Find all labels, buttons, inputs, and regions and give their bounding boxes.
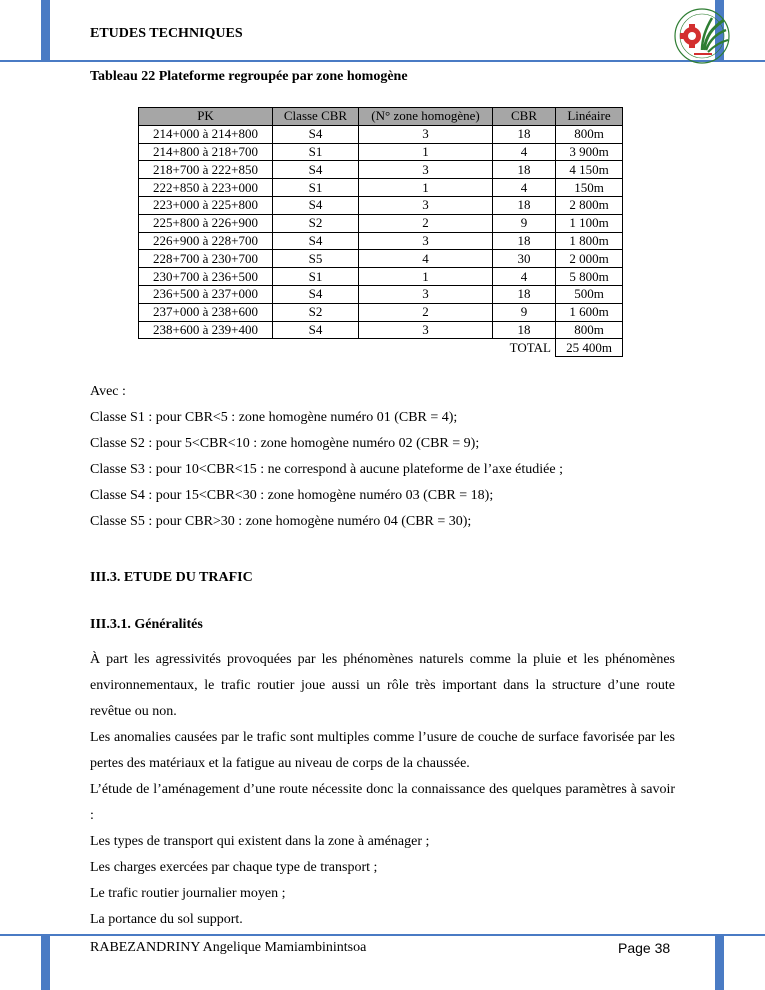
cell-zone: 4 [359, 250, 493, 268]
cell-zone: 1 [359, 268, 493, 286]
cell-classe-cbr: S2 [273, 303, 359, 321]
col-header-cbr: CBR [493, 108, 556, 126]
body-paragraph: À part les agressivités provoquées par les phénomènes naturels comme la pluie et les phénomènes environnementaux, le trafic routier joue aussi un rôle très important dans la structure d’une route revêtue ou non. [90, 652, 675, 719]
col-header-classe-cbr: Classe CBR [273, 108, 359, 126]
table-row [139, 268, 623, 286]
cell-lineaire: 1 600m [556, 303, 623, 321]
header-rule [0, 60, 765, 62]
table-row [139, 179, 623, 197]
note-line: Classe S3 : pour 10<CBR<15 : ne correspond à aucune plateforme de l’axe étudiée ; [90, 462, 563, 477]
cell-zone: 3 [359, 125, 493, 143]
table-total-row [139, 339, 623, 357]
cell-cbr: 18 [493, 161, 556, 179]
body-paragraph: L’étude de l’aménagement d’une route nécessite donc la connaissance des quelques paramètres à savoir : [90, 782, 675, 823]
cell-cbr: 30 [493, 250, 556, 268]
table-row [139, 285, 623, 303]
cell-zone: 3 [359, 196, 493, 214]
cell-pk: 223+000 à 225+800 [139, 196, 273, 214]
cell-classe-cbr: S2 [273, 214, 359, 232]
cell-cbr: 4 [493, 143, 556, 161]
cell-classe-cbr: S4 [273, 125, 359, 143]
footer-bar-right [715, 934, 724, 990]
cell-cbr: 9 [493, 214, 556, 232]
platform-table [138, 107, 623, 357]
page-number: Page 38 [618, 940, 671, 956]
cell-lineaire: 5 800m [556, 268, 623, 286]
cell-classe-cbr: S4 [273, 232, 359, 250]
cell-cbr: 18 [493, 321, 556, 339]
total-label: TOTAL [509, 340, 551, 355]
body-paragraph: Les anomalies causées par le trafic sont multiples comme l’usure de couche de surface favorisée par les pertes des matériaux et la fatigue au niveau de corps de la chaussée. [90, 730, 675, 771]
note-line: Classe S4 : pour 15<CBR<30 : zone homogène numéro 03 (CBR = 18); [90, 488, 494, 503]
notes-intro: Avec : [90, 384, 126, 399]
cell-classe-cbr: S4 [273, 285, 359, 303]
cell-lineaire: 3 900m [556, 143, 623, 161]
cell-pk: 222+850 à 223+000 [139, 179, 273, 197]
cell-pk: 214+000 à 214+800 [139, 125, 273, 143]
list-item: Les charges exercées par chaque type de transport ; [90, 860, 378, 875]
cell-pk: 214+800 à 218+700 [139, 143, 273, 161]
table-header-row [139, 108, 623, 126]
cell-lineaire: 1 800m [556, 232, 623, 250]
table-row [139, 143, 623, 161]
cell-lineaire: 800m [556, 321, 623, 339]
table-row [139, 232, 623, 250]
header-title: ETUDES TECHNIQUES [90, 26, 243, 41]
list-item: La portance du sol support. [90, 912, 243, 927]
table-row [139, 161, 623, 179]
cell-pk: 226+900 à 228+700 [139, 232, 273, 250]
cell-classe-cbr: S5 [273, 250, 359, 268]
cell-pk: 225+800 à 226+900 [139, 214, 273, 232]
total-value: 25 400m [556, 339, 623, 357]
cell-lineaire: 2 800m [556, 196, 623, 214]
cell-lineaire: 800m [556, 125, 623, 143]
cell-cbr: 4 [493, 179, 556, 197]
cell-classe-cbr: S1 [273, 179, 359, 197]
cell-cbr: 18 [493, 196, 556, 214]
cell-cbr: 18 [493, 285, 556, 303]
cell-classe-cbr: S1 [273, 268, 359, 286]
cell-lineaire: 1 100m [556, 214, 623, 232]
table-caption: Tableau 22 Plateforme regroupée par zone homogène [90, 69, 408, 84]
table-row [139, 214, 623, 232]
cell-zone: 3 [359, 285, 493, 303]
cell-pk: 228+700 à 230+700 [139, 250, 273, 268]
cell-lineaire: 4 150m [556, 161, 623, 179]
table-row [139, 303, 623, 321]
cell-zone: 2 [359, 303, 493, 321]
footer-author: RABEZANDRINY Angelique Mamiambinintsoa [90, 940, 367, 955]
cell-zone: 3 [359, 321, 493, 339]
table-row [139, 250, 623, 268]
cell-cbr: 18 [493, 125, 556, 143]
table-row [139, 321, 623, 339]
cell-pk: 238+600 à 239+400 [139, 321, 273, 339]
cell-pk: 237+000 à 238+600 [139, 303, 273, 321]
cell-lineaire: 2 000m [556, 250, 623, 268]
section-title: III.3. ETUDE DU TRAFIC [90, 570, 253, 585]
cell-lineaire: 150m [556, 179, 623, 197]
subsection-title: III.3.1. Généralités [90, 617, 203, 632]
cell-zone: 1 [359, 179, 493, 197]
table-row [139, 125, 623, 143]
footer-rule [0, 934, 765, 936]
list-item: Le trafic routier journalier moyen ; [90, 886, 286, 901]
cell-zone: 2 [359, 214, 493, 232]
cell-pk: 230+700 à 236+500 [139, 268, 273, 286]
cell-pk: 236+500 à 237+000 [139, 285, 273, 303]
note-line: Classe S5 : pour CBR>30 : zone homogène numéro 04 (CBR = 30); [90, 514, 472, 529]
cell-zone: 1 [359, 143, 493, 161]
cell-pk: 218+700 à 222+850 [139, 161, 273, 179]
note-line: Classe S1 : pour CBR<5 : zone homogène numéro 01 (CBR = 4); [90, 410, 458, 425]
cell-classe-cbr: S4 [273, 161, 359, 179]
cell-zone: 3 [359, 232, 493, 250]
school-logo-icon [668, 6, 736, 66]
col-header-pk: PK [139, 108, 273, 126]
cell-cbr: 9 [493, 303, 556, 321]
cell-lineaire: 500m [556, 285, 623, 303]
cell-zone: 3 [359, 161, 493, 179]
cell-cbr: 18 [493, 232, 556, 250]
list-item: Les types de transport qui existent dans la zone à aménager ; [90, 834, 430, 849]
col-header-zone: (N° zone homogène) [359, 108, 493, 126]
note-line: Classe S2 : pour 5<CBR<10 : zone homogène numéro 02 (CBR = 9); [90, 436, 480, 451]
cell-classe-cbr: S4 [273, 196, 359, 214]
cell-cbr: 4 [493, 268, 556, 286]
col-header-lineaire: Linéaire [556, 108, 623, 126]
cell-classe-cbr: S1 [273, 143, 359, 161]
cell-classe-cbr: S4 [273, 321, 359, 339]
header-bar-left [41, 0, 50, 60]
table-row [139, 196, 623, 214]
footer-bar-left [41, 934, 50, 990]
